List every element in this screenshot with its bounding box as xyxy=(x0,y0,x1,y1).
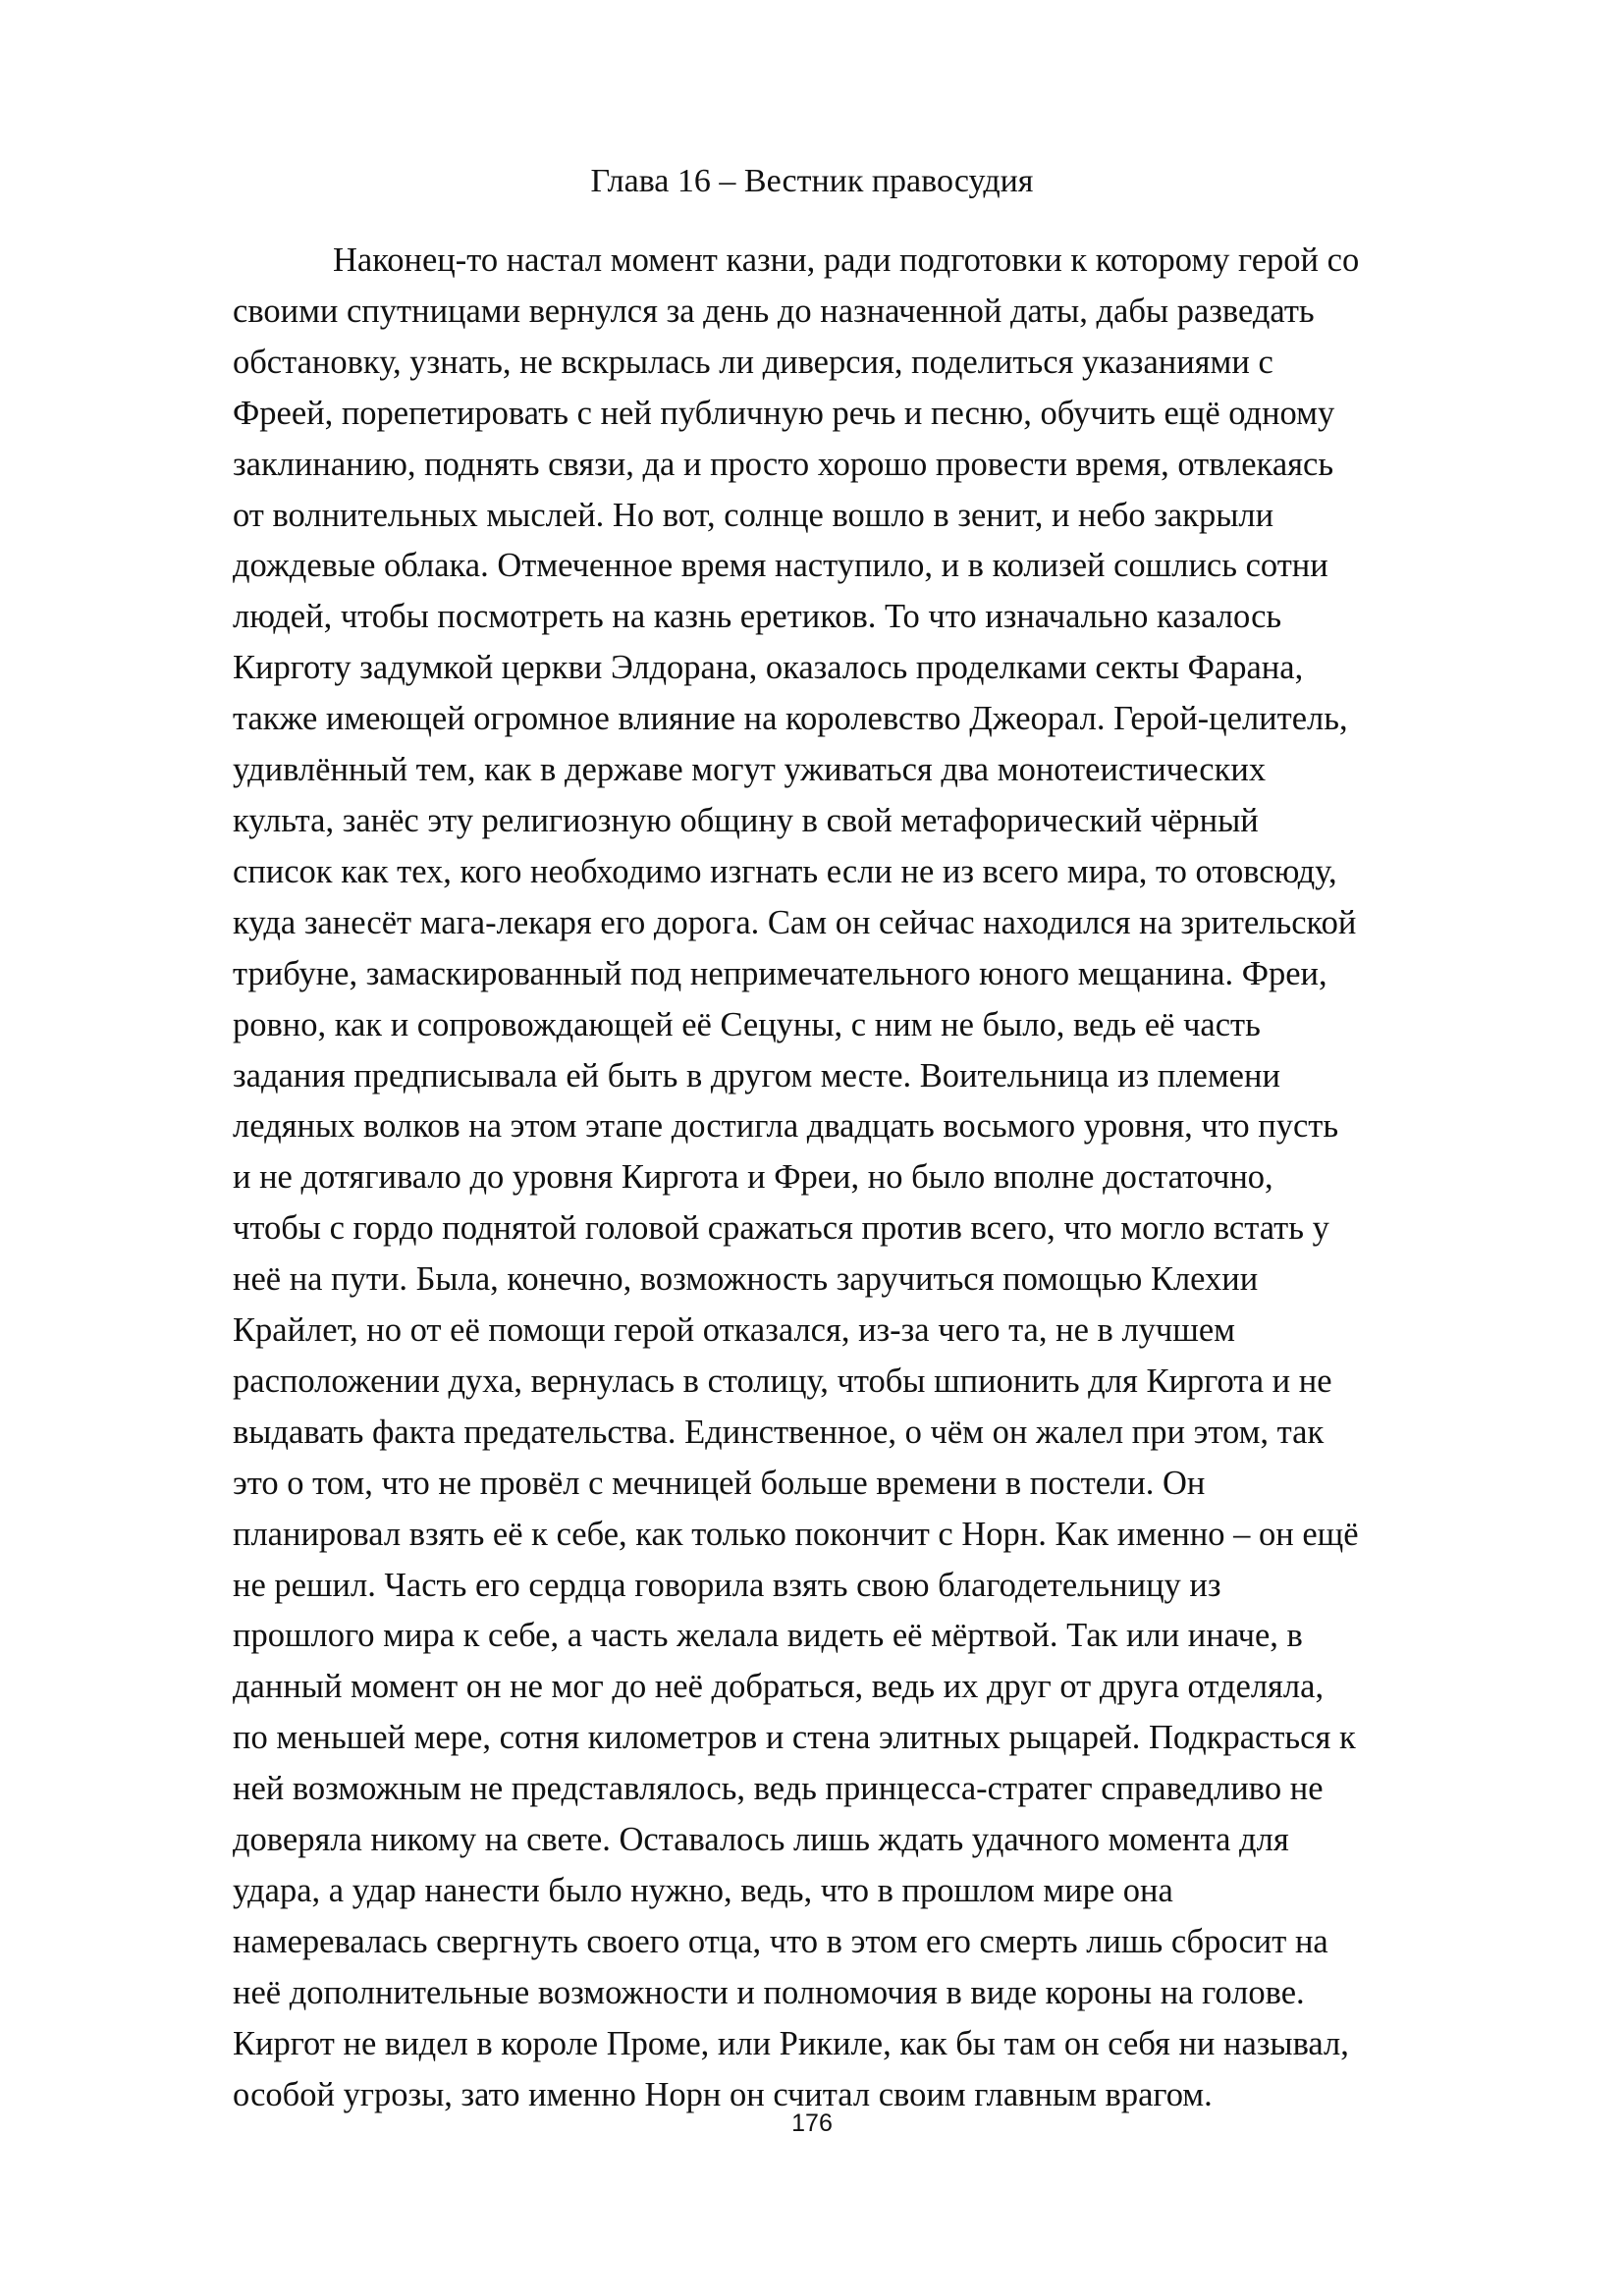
paragraph-line: людей, чтобы посмотреть на казнь еретиков. То что изначально казалось xyxy=(233,598,1282,636)
paragraph-line: данный момент он не мог до неё добраться, ведь их друг от друга отделяла, xyxy=(233,1668,1325,1706)
paragraph-line: куда занесёт мага-лекаря его дорога. Сам он сейчас находился на зрительской xyxy=(233,903,1357,941)
paragraph-line: удара, а удар нанести было нужно, ведь, что в прошлом мире она xyxy=(233,1872,1173,1909)
paragraph-line: чтобы с гордо поднятой головой сражаться против всего, что могло встать у xyxy=(233,1209,1329,1248)
paragraph-line: Киргот не видел в короле Проме, или Рикиле, как бы там он себя ни называл, xyxy=(233,2024,1349,2062)
paragraph-line: по меньшей мере, сотня километров и стена элитных рыцарей. Подкрасться к xyxy=(233,1719,1356,1757)
paragraph-line: неё на пути. Была, конечно, возможность заручиться помощью Клехии xyxy=(233,1260,1259,1299)
paragraph-line: дождевые облака. Отмеченное время наступило, и в колизей сошлись сотни xyxy=(233,547,1328,585)
paragraph-line: ледяных волков на этом этапе достигла двадцать восьмого уровня, что пусть xyxy=(233,1107,1339,1146)
chapter-paragraph xyxy=(233,236,1509,2121)
paragraph-line: планировал взять её к себе, как только покончит с Норн. Как именно – он ещё xyxy=(233,1515,1359,1553)
paragraph-line: Наконец-то настал момент казни, ради подготовки к которому герой со xyxy=(333,241,1360,279)
paragraph-line: неё дополнительные возможности и полномочия в виде короны на голове. xyxy=(233,1973,1305,2011)
paragraph-line: расположении духа, вернулась в столицу, чтобы шпионить для Киргота и не xyxy=(233,1362,1332,1400)
paragraph-line: Кирготу задумкой церкви Элдорана, оказалось проделками секты Фарана, xyxy=(233,649,1304,687)
paragraph-line: не решил. Часть его сердца говорила взять свою благодетельницу из xyxy=(233,1566,1221,1604)
paragraph-line: обстановку, узнать, не вскрылась ли диверсия, поделиться указаниями с xyxy=(233,343,1273,381)
page-number: 176 xyxy=(791,2109,833,2137)
paragraph-line: намеревалась свергнуть своего отца, что в этом его смерть лишь сбросит на xyxy=(233,1922,1328,1960)
paragraph-line: трибуне, замаскированный под непримечательного юного мещанина. Фреи, xyxy=(233,954,1327,992)
paragraph-line: это о том, что не провёл с мечницей больше времени в постели. Он xyxy=(233,1464,1206,1502)
paragraph-line: Крайлет, но от её помощи герой отказался, из-за чего та, не в лучшем xyxy=(233,1311,1235,1350)
paragraph-line: и не дотягивало до уровня Киргота и Фреи, но было вполне достаточно, xyxy=(233,1158,1273,1197)
paragraph-line: от волнительных мыслей. Но вот, солнце вошло в зенит, и небо закрыли xyxy=(233,496,1274,534)
paragraph-line: также имеющей огромное влияние на королевство Джеорал. Герой-целитель, xyxy=(233,700,1348,738)
paragraph-line: задания предписывала ей быть в другом месте. Воительница из племени xyxy=(233,1056,1280,1095)
paragraph-line: Фреей, порепетировать с ней публичную речь и песню, обучить ещё одному xyxy=(233,394,1335,432)
paragraph-line: заклинанию, поднять связи, да и просто хорошо провести время, отвлекаясь xyxy=(233,445,1334,483)
paragraph-line: удивлённый тем, как в державе могут уживаться два монотеистических xyxy=(233,751,1267,789)
paragraph-line: выдавать факта предательства. Единственное, о чём он жалел при этом, так xyxy=(233,1413,1325,1451)
paragraph-line: доверяла никому на свете. Оставалось лишь ждать удачного момента для xyxy=(233,1821,1289,1859)
paragraph-line: особой угрозы, зато именно Норн он считал своим главным врагом. xyxy=(233,2075,1213,2113)
paragraph-line: своими спутницами вернулся за день до назначенной даты, дабы разведать xyxy=(233,292,1315,330)
paragraph-line: ней возможным не представлялось, ведь принцесса-стратег справедливо не xyxy=(233,1770,1324,1808)
paragraph-line: культа, занёс эту религиозную общину в свой метафорический чёрный xyxy=(233,801,1259,839)
paragraph-line: прошлого мира к себе, а часть желала видеть её мёртвой. Так или иначе, в xyxy=(233,1617,1303,1655)
paragraph-line: список как тех, кого необходимо изгнать если не из всего мира, то отовсюду, xyxy=(233,852,1337,890)
paragraph-line: ровно, как и сопровождающей её Сецуны, с ним не было, ведь её часть xyxy=(233,1005,1261,1043)
chapter-title: Глава 16 – Вестник правосудия xyxy=(590,163,1034,199)
